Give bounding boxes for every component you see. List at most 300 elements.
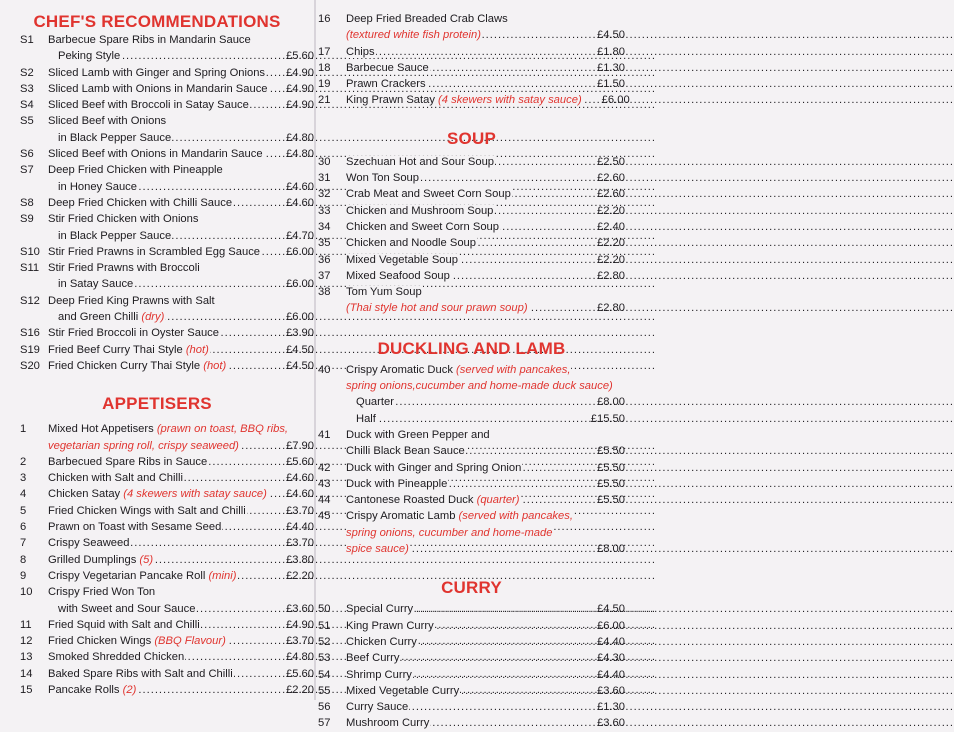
menu-item-price (273, 293, 314, 309)
menu-item-text: Cantonese Roasted Duck (346, 494, 474, 507)
menu-item-description (346, 411, 578, 427)
menu-item-number: 18 (318, 61, 331, 74)
menu-item-number: S2 (20, 66, 34, 79)
menu-item-number: S7 (20, 164, 34, 177)
menu-item-number (318, 443, 346, 459)
menu-item-text: Crispy Vegetarian Pancake Roll (48, 569, 206, 582)
menu-item-description (48, 48, 273, 64)
menu-item-row (318, 92, 630, 108)
menu-item-description (48, 342, 273, 358)
soup-list (318, 154, 625, 317)
menu-item-row (0, 617, 314, 633)
menu-item-number: 44 (318, 494, 331, 507)
menu-item-text: King Prawn Satay (346, 94, 435, 107)
menu-item-note: (BBQ Flavour) (154, 635, 226, 648)
menu-item-price: £4.50 (597, 603, 625, 616)
menu-item-price (578, 508, 625, 524)
menu-item-number: S16 (20, 327, 40, 340)
menu-item-number: 51 (318, 619, 331, 632)
soup-heading: SOUP (447, 128, 496, 148)
menu-item-row (0, 486, 314, 502)
menu-item-price (273, 260, 314, 276)
menu-item-description (48, 519, 273, 535)
menu-item-description (346, 44, 578, 60)
menu-item-text: Duck with Pineapple (346, 477, 448, 490)
menu-item-number: 30 (318, 155, 331, 168)
menu-item-number: 1 (20, 423, 27, 436)
menu-item-price: £15.50 (590, 412, 625, 425)
menu-item-description (48, 65, 273, 81)
menu-item-text: Chicken and Mushroom Soup (346, 204, 494, 217)
menu-item-price: £2.20 (597, 204, 625, 217)
menu-item-row (0, 195, 314, 211)
menu-item-number: 31 (318, 172, 331, 185)
menu-item-description (346, 601, 578, 617)
menu-item-text: Mixed Hot Appetisers (48, 423, 154, 436)
menu-item-price: £8.00 (597, 396, 625, 409)
menu-item-note: spring onions, cucumber and home-made (346, 526, 553, 539)
menu-item-description (346, 378, 614, 394)
menu-item-description (346, 650, 578, 666)
menu-item-row (0, 682, 314, 698)
menu-item-number: 15 (20, 683, 33, 696)
menu-item-row (0, 81, 314, 97)
menu-item-row (318, 203, 625, 219)
menu-item-price: £6.00 (286, 245, 314, 258)
menu-item-text: Deep Fried Chicken with Chilli Sauce (48, 196, 233, 209)
menu-item-text: Won Ton Soup (346, 172, 419, 185)
menu-item-price: £4.40 (286, 521, 314, 534)
menu-item-row (318, 650, 625, 666)
column-divider (314, 0, 316, 700)
menu-item-description (346, 268, 578, 284)
menu-item-text: Sliced Lamb with Onions in Mandarin Sauce (48, 82, 268, 95)
menu-item-number (0, 438, 48, 454)
menu-item-note: (4 skewers with satay sauce) (438, 94, 582, 107)
menu-item-description (346, 362, 578, 378)
menu-item-text: in Black Pepper Sauce (58, 229, 172, 242)
menu-item-price: £6.00 (601, 94, 630, 107)
menu-item-description (48, 535, 273, 551)
menu-item-price (578, 284, 625, 300)
menu-item-price: £2.20 (286, 683, 314, 696)
menu-item-continuation (318, 378, 625, 394)
menu-item-row (0, 32, 314, 48)
duckling-lamb-heading: DUCKLING AND LAMB (377, 338, 566, 358)
menu-item-description (48, 682, 273, 698)
menu-item-text: Quarter (356, 396, 394, 409)
menu-item-row (0, 293, 314, 309)
menu-item-continuation (318, 443, 625, 459)
menu-item-text: Barbecue Spare Ribs in Mandarin Sauce (48, 34, 251, 46)
menu-item-text: Sliced Beef with Onions (48, 115, 167, 128)
menu-item-price: £3.70 (286, 537, 314, 550)
menu-item-description (346, 634, 578, 650)
menu-item-number (0, 228, 48, 244)
menu-item-row (0, 211, 314, 227)
menu-item-number: 8 (20, 553, 27, 566)
menu-item-row (318, 154, 625, 170)
menu-item-price: £1.80 (597, 45, 625, 58)
menu-item-number: 42 (318, 461, 331, 474)
menu-item-description (48, 584, 273, 600)
menu-item-text: Crispy Seaweed (48, 537, 130, 550)
menu-item-number (318, 378, 346, 394)
menu-item-continuation (0, 228, 314, 244)
appetisers-list (0, 421, 314, 698)
menu-item-description (346, 443, 578, 459)
menu-item-price: £5.50 (597, 494, 625, 507)
menu-item-description (48, 162, 273, 178)
menu-item-row (0, 421, 314, 437)
menu-item-price: £4.50 (286, 343, 314, 356)
menu-item-number: 21 (318, 94, 331, 107)
menu-item-text: Special Curry (346, 603, 414, 616)
menu-item-text: Chicken Curry (346, 635, 417, 648)
menu-item-row (318, 715, 625, 731)
menu-item-row (0, 470, 314, 486)
menu-item-row (318, 268, 625, 284)
menu-item-description (48, 195, 273, 211)
menu-item-text: Half (356, 412, 376, 425)
menu-item-number: 2 (20, 455, 27, 468)
menu-item-description (48, 130, 273, 146)
menu-item-number: 41 (318, 428, 331, 441)
menu-item-number: 6 (20, 521, 27, 534)
menu-item-number: 32 (318, 188, 331, 201)
menu-item-description (48, 358, 273, 374)
starters-continued-list (318, 11, 630, 109)
menu-item-description (48, 97, 273, 113)
menu-item-continuation (318, 411, 625, 427)
menu-item-row (0, 535, 314, 551)
menu-item-row (318, 11, 625, 27)
menu-item-note: (2) (122, 683, 137, 696)
menu-item-price: £4.80 (286, 148, 314, 161)
menu-item-text: Chips (346, 45, 375, 58)
menu-item-price: £5.60 (286, 455, 314, 468)
menu-item-number: 10 (20, 586, 33, 599)
menu-item-number: 19 (318, 78, 331, 91)
menu-item-price: £4.90 (286, 618, 314, 631)
menu-item-row (318, 76, 625, 92)
menu-item-price: £3.60 (597, 684, 625, 697)
menu-item-description (346, 508, 578, 524)
menu-item-description (48, 146, 273, 162)
menu-item-row (318, 235, 625, 251)
menu-item-text: Prawn Crackers (346, 78, 426, 91)
menu-item-row (318, 170, 625, 186)
menu-item-description (48, 633, 273, 649)
menu-item-number: S20 (20, 359, 40, 372)
menu-item-price: £3.70 (286, 635, 314, 648)
menu-item-text: and Green Chilli (58, 311, 139, 324)
menu-item-row (0, 162, 314, 178)
menu-item-note: (quarter) (476, 494, 520, 507)
menu-item-price: £5.50 (597, 477, 625, 490)
menu-item-price: £4.30 (597, 652, 625, 665)
menu-item-price: £5.50 (597, 445, 625, 458)
menu-item-description (346, 235, 578, 251)
menu-item-text: Crispy Fried Won Ton (48, 586, 156, 599)
menu-item-note: (served with pancakes, (458, 510, 573, 523)
menu-item-row (318, 252, 625, 268)
menu-item-description (346, 715, 578, 731)
menu-item-number: 17 (318, 45, 331, 58)
menu-item-number (318, 525, 346, 541)
menu-item-price: £1.30 (597, 61, 625, 74)
menu-item-number: S12 (20, 294, 40, 307)
menu-item-price: £7.90 (286, 439, 314, 452)
menu-item-text: Curry Sauce (346, 701, 409, 714)
menu-item-number (0, 130, 48, 146)
menu-item-description (48, 649, 273, 665)
menu-item-row (318, 427, 625, 443)
menu-item-price: £3.80 (286, 553, 314, 566)
menu-item-text: Stir Fried Prawns in Scrambled Egg Sauce (48, 245, 261, 258)
menu-item-number: 35 (318, 237, 331, 250)
menu-item-text: Peking Style (58, 50, 121, 63)
menu-item-description (346, 683, 578, 699)
menu-item-description (346, 476, 578, 492)
menu-item-description (346, 203, 578, 219)
menu-item-price: £4.60 (286, 180, 314, 193)
menu-item-number (318, 300, 346, 316)
menu-item-text: Chicken and Sweet Corn Soup (346, 220, 499, 233)
menu-item-text: Szechuan Hot and Sour Soup (346, 155, 495, 168)
menu-item-price: £4.90 (286, 82, 314, 95)
menu-item-note: (hot) (203, 359, 227, 372)
menu-item-description (346, 11, 578, 27)
menu-item-number: 45 (318, 510, 331, 523)
duckling-lamb-list (318, 362, 625, 558)
appetisers-heading: APPETISERS (102, 394, 212, 414)
menu-item-row (318, 699, 625, 715)
menu-item-text: Mixed Vegetable Curry (346, 684, 460, 697)
menu-item-price: £2.80 (597, 302, 625, 315)
menu-item-description (48, 421, 289, 437)
menu-item-continuation (318, 541, 625, 557)
menu-item-price: £6.00 (286, 311, 314, 324)
menu-item-description (48, 666, 273, 682)
menu-item-price: £4.90 (286, 99, 314, 112)
menu-item-description (346, 252, 578, 268)
menu-item-number: 36 (318, 253, 331, 266)
menu-item-price: £6.00 (597, 619, 625, 632)
menu-item-number: 7 (20, 537, 27, 550)
curry-heading: CURRY (441, 578, 502, 598)
menu-item-price: £4.60 (286, 488, 314, 501)
menu-item-description (48, 325, 273, 341)
menu-item-description (48, 617, 273, 633)
menu-item-description (346, 92, 583, 108)
menu-item-row (318, 186, 625, 202)
menu-item-number: 16 (318, 13, 331, 25)
menu-item-text: Fried Chicken Wings (48, 635, 152, 648)
menu-item-description (48, 470, 273, 486)
menu-item-price: £2.50 (597, 155, 625, 168)
menu-item-text: Deep Fried King Prawns with Salt (48, 294, 215, 307)
menu-item-price (578, 427, 625, 443)
menu-item-description (48, 552, 273, 568)
menu-item-note: (served with pancakes, (456, 363, 571, 376)
menu-item-row (318, 683, 625, 699)
right-column (318, 0, 630, 732)
menu-item-text: in Satay Sauce (58, 278, 134, 291)
menu-item-row (318, 476, 625, 492)
menu-item-description (346, 170, 578, 186)
menu-item-text: Barbecued Spare Ribs in Sauce (48, 455, 208, 468)
menu-item-number: 9 (20, 569, 27, 582)
menu-item-price: £4.40 (597, 668, 625, 681)
menu-item-text: Crispy Aromatic Lamb (346, 510, 456, 523)
menu-item-price: £4.50 (597, 29, 625, 42)
menu-item-note: (dry) (141, 311, 165, 324)
menu-item-description (48, 81, 273, 97)
menu-item-row (0, 65, 314, 81)
menu-item-continuation (0, 130, 314, 146)
menu-item-description (48, 32, 273, 48)
menu-item-price: £4.40 (597, 635, 625, 648)
menu-item-number (0, 276, 48, 292)
menu-item-text: Shrimp Curry (346, 668, 412, 681)
menu-item-description (346, 394, 578, 410)
menu-item-row (318, 634, 625, 650)
menu-item-continuation (318, 27, 625, 43)
menu-item-row (318, 362, 625, 378)
menu-item-description (48, 179, 273, 195)
menu-item-number: 38 (318, 286, 331, 299)
menu-item-description (346, 284, 578, 300)
menu-item-price: £2.20 (286, 569, 314, 582)
menu-item-number: 5 (20, 504, 27, 517)
menu-item-text: Tom Yum Soup (346, 286, 422, 299)
menu-item-text: Stir Fried Broccoli in Oyster Sauce (48, 327, 219, 340)
menu-item-number: 53 (318, 652, 331, 665)
menu-item-number (318, 541, 346, 557)
menu-item-row (0, 325, 314, 341)
menu-item-note: (5) (139, 553, 154, 566)
menu-item-row (0, 146, 314, 162)
menu-item-price: £1.50 (597, 78, 625, 91)
menu-item-text: Baked Spare Ribs with Salt and Chilli (48, 667, 233, 680)
menu-item-description (48, 244, 273, 260)
menu-item-price: £4.80 (286, 131, 314, 144)
menu-item-price: £3.70 (286, 504, 314, 517)
menu-item-number (0, 601, 48, 617)
menu-item-text: Crab Meat and Sweet Corn Soup (346, 188, 511, 201)
menu-item-text: Pancake Rolls (48, 683, 120, 696)
menu-item-text: Sliced Beef with Onions in Mandarin Sauce (48, 148, 263, 161)
menu-item-description (346, 154, 578, 170)
menu-item-text: Duck with Green Pepper and (346, 428, 490, 441)
menu-item-note: (4 skewers with satay sauce) (123, 488, 267, 501)
menu-item-text: Fried Chicken Curry Thai Style (48, 359, 201, 372)
menu-item-text: Fried Beef Curry Thai Style (48, 343, 183, 356)
menu-item-row (0, 568, 314, 584)
menu-item-description (48, 309, 273, 325)
menu-item-description (346, 541, 578, 557)
menu-item-text: Stir Fried Chicken with Onions (48, 213, 199, 226)
menu-item-continuation (0, 179, 314, 195)
menu-item-description (48, 293, 273, 309)
menu-item-number: S4 (20, 99, 34, 112)
menu-item-description (346, 300, 578, 316)
menu-item-text: Grilled Dumplings (48, 553, 137, 566)
menu-item-text: Deep Fried Breaded Crab Claws (346, 13, 508, 25)
menu-item-text: Sliced Lamb with Ginger and Spring Onions (48, 66, 266, 79)
menu-item-number: S6 (20, 148, 34, 161)
menu-item-number: S11 (20, 262, 40, 275)
menu-item-number: 57 (318, 717, 331, 730)
menu-item-description (48, 454, 273, 470)
menu-item-description (48, 211, 273, 227)
menu-item-price (273, 584, 314, 600)
menu-item-text: Mixed Seafood Soup (346, 269, 450, 282)
menu-item-description (48, 486, 273, 502)
menu-item-text: Chicken Satay (48, 488, 121, 501)
menu-item-number: 34 (318, 220, 331, 233)
menu-item-row (318, 492, 625, 508)
menu-item-description (48, 568, 273, 584)
menu-item-continuation (0, 309, 314, 325)
menu-item-price: £2.40 (597, 220, 625, 233)
menu-item-text: Fried Chicken Wings with Salt and Chilli (48, 504, 246, 517)
menu-item-number (0, 179, 48, 195)
menu-item-number (318, 394, 346, 410)
menu-item-row (0, 342, 314, 358)
menu-item-text: Beef Curry (346, 652, 400, 665)
menu-item-description (48, 503, 273, 519)
menu-item-number: S10 (20, 245, 40, 258)
menu-item-number: S8 (20, 196, 34, 209)
menu-item-price (273, 113, 314, 129)
menu-item-number: S9 (20, 213, 34, 226)
menu-item-number: 12 (20, 635, 33, 648)
menu-item-description (346, 667, 578, 683)
menu-item-price (578, 362, 625, 378)
menu-item-description (346, 618, 578, 634)
menu-item-number: 4 (20, 488, 27, 501)
menu-item-description (48, 228, 273, 244)
menu-item-note: (Thai style hot and sour prawn soup) (346, 302, 528, 315)
menu-item-description (346, 699, 578, 715)
menu-item-row (0, 633, 314, 649)
menu-item-note: spice sauce) (346, 543, 409, 556)
menu-item-price: £4.60 (286, 472, 314, 485)
menu-item-price: £4.70 (286, 229, 314, 242)
menu-item-description (48, 113, 273, 129)
menu-item-price: £3.90 (286, 327, 314, 340)
menu-item-price: £2.20 (597, 253, 625, 266)
menu-item-description (48, 601, 273, 617)
menu-item-number: 40 (318, 363, 331, 376)
menu-item-number: 43 (318, 477, 331, 490)
menu-item-description (346, 76, 578, 92)
menu-item-row (0, 666, 314, 682)
menu-item-price (273, 32, 314, 48)
menu-item-row (0, 454, 314, 470)
menu-item-description (48, 438, 273, 454)
menu-item-text: with Sweet and Sour Sauce (58, 602, 196, 615)
menu-item-continuation (0, 48, 314, 64)
menu-item-text: Chicken and Noodle Soup (346, 237, 476, 250)
menu-item-price (578, 525, 625, 541)
menu-item-row (318, 284, 625, 300)
menu-item-note: spring onions,cucumber and home-made duck sauce) (346, 380, 613, 393)
menu-item-row (318, 44, 625, 60)
menu-item-number: S19 (20, 343, 40, 356)
